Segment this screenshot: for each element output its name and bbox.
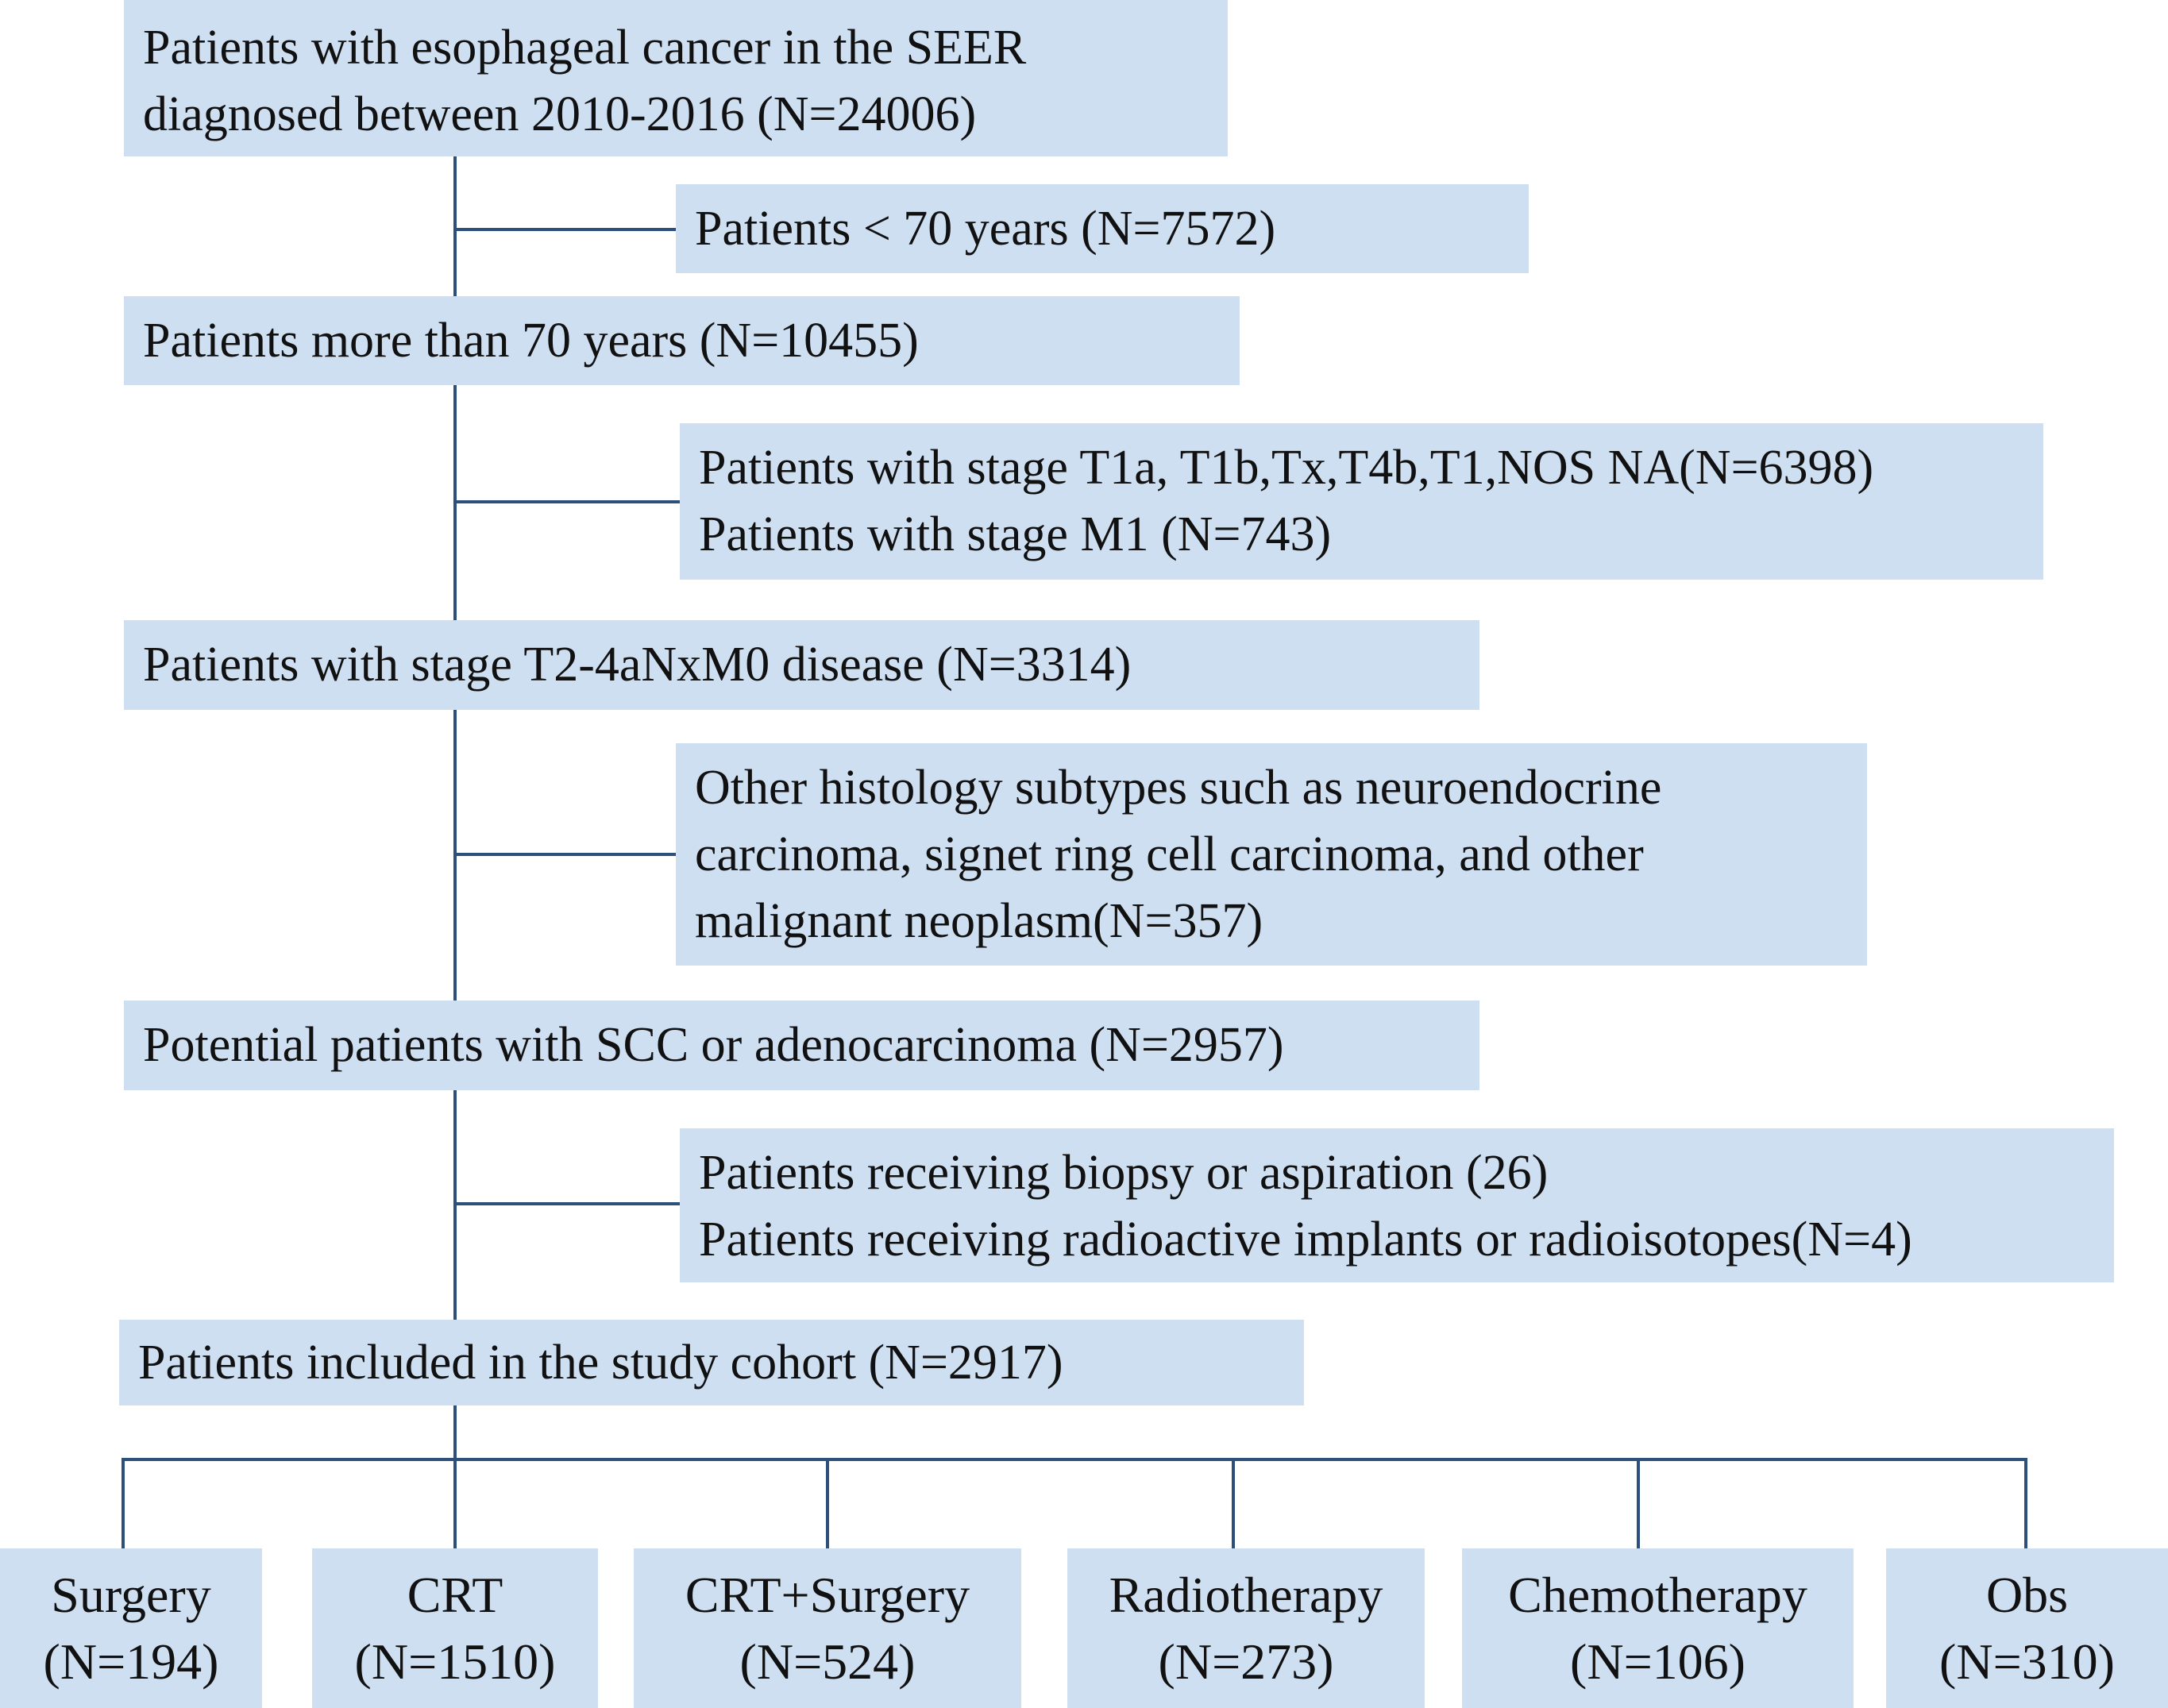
arm-surgery-box — [0, 1548, 262, 1708]
exclusion-histology-line-1: Other histology subtypes such as neuroendocrine — [695, 761, 1662, 815]
arm-chemotherapy-box — [1462, 1548, 1854, 1708]
potential-patients-box — [124, 1001, 1479, 1090]
exclusion-age-box — [676, 184, 1529, 273]
arm-crt-label: CRT — [407, 1566, 503, 1623]
arm-drop-chemotherapy — [1637, 1458, 1640, 1548]
exclusion-treatment-line-1: Patients receiving biopsy or aspiration (26) — [699, 1146, 1549, 1200]
arm-crt-surgery-box — [634, 1548, 1021, 1708]
arm-drop-radiotherapy — [1232, 1458, 1235, 1548]
study-cohort-line-1: Patients included in the study cohort (N=2917) — [138, 1336, 1063, 1390]
branch-excl-age — [455, 228, 676, 231]
arm-drop-obs — [2024, 1458, 2027, 1548]
arm-radiotherapy-count: (N=273) — [1158, 1633, 1334, 1690]
arm-drop-crt-surgery — [826, 1458, 829, 1548]
arm-crt-surgery-count: (N=524) — [739, 1633, 916, 1690]
arm-radiotherapy-label: Radiotherapy — [1109, 1566, 1383, 1623]
arm-obs-box — [1886, 1548, 2168, 1708]
arm-surgery-label: Surgery — [51, 1566, 211, 1623]
arm-crt-surgery-label: CRT+Surgery — [685, 1566, 970, 1623]
arm-drop-surgery — [122, 1458, 125, 1548]
exclusion-treatment-box — [680, 1128, 2114, 1282]
exclusion-stage-line-2: Patients with stage M1 (N=743) — [699, 507, 1332, 561]
over-70-box — [124, 296, 1240, 385]
exclusion-age-line-1: Patients < 70 years (N=7572) — [695, 202, 1276, 256]
arm-obs-count: (N=310) — [1939, 1633, 2115, 1690]
arm-radiotherapy-box — [1067, 1548, 1425, 1708]
arm-obs-label: Obs — [1985, 1566, 2069, 1623]
over-70-line-1: Patients more than 70 years (N=10455) — [143, 314, 919, 368]
arms-horizontal-line — [122, 1458, 2027, 1461]
initial-line-2: diagnosed between 2010-2016 (N=24006) — [143, 87, 977, 141]
t2-4a-box — [124, 620, 1479, 710]
arm-chemotherapy-label: Chemotherapy — [1508, 1566, 1807, 1623]
arm-drop-crt — [453, 1458, 457, 1548]
arm-crt-count: (N=1510) — [354, 1633, 556, 1690]
exclusion-stage-line-1: Patients with stage T1a, T1b,Tx,T4b,T1,NOS NA(N=6398) — [699, 441, 1874, 495]
branch-excl-stage — [455, 500, 680, 503]
exclusion-stage-box — [680, 423, 2043, 580]
initial-population-box — [124, 0, 1228, 156]
branch-excl-treatment — [455, 1202, 680, 1205]
exclusion-treatment-line-2: Patients receiving radioactive implants or radioisotopes(N=4) — [699, 1213, 1912, 1267]
exclusion-histology-line-2: carcinoma, signet ring cell carcinoma, and other — [695, 827, 1644, 881]
exclusion-histology-box — [676, 743, 1867, 966]
arm-chemotherapy-count: (N=106) — [1570, 1633, 1746, 1690]
potential-patients-line-1: Potential patients with SCC or adenocarcinoma (N=2957) — [143, 1018, 1284, 1072]
t2-4a-line-1: Patients with stage T2-4aNxM0 disease (N=3314) — [143, 638, 1132, 692]
study-cohort-box — [119, 1320, 1304, 1405]
arm-crt-box — [312, 1548, 598, 1708]
exclusion-histology-line-3: malignant neoplasm(N=357) — [695, 894, 1263, 948]
arm-surgery-count: (N=194) — [43, 1633, 219, 1690]
branch-excl-histology — [455, 853, 676, 856]
initial-line-1: Patients with esophageal cancer in the SEER — [143, 21, 1027, 75]
